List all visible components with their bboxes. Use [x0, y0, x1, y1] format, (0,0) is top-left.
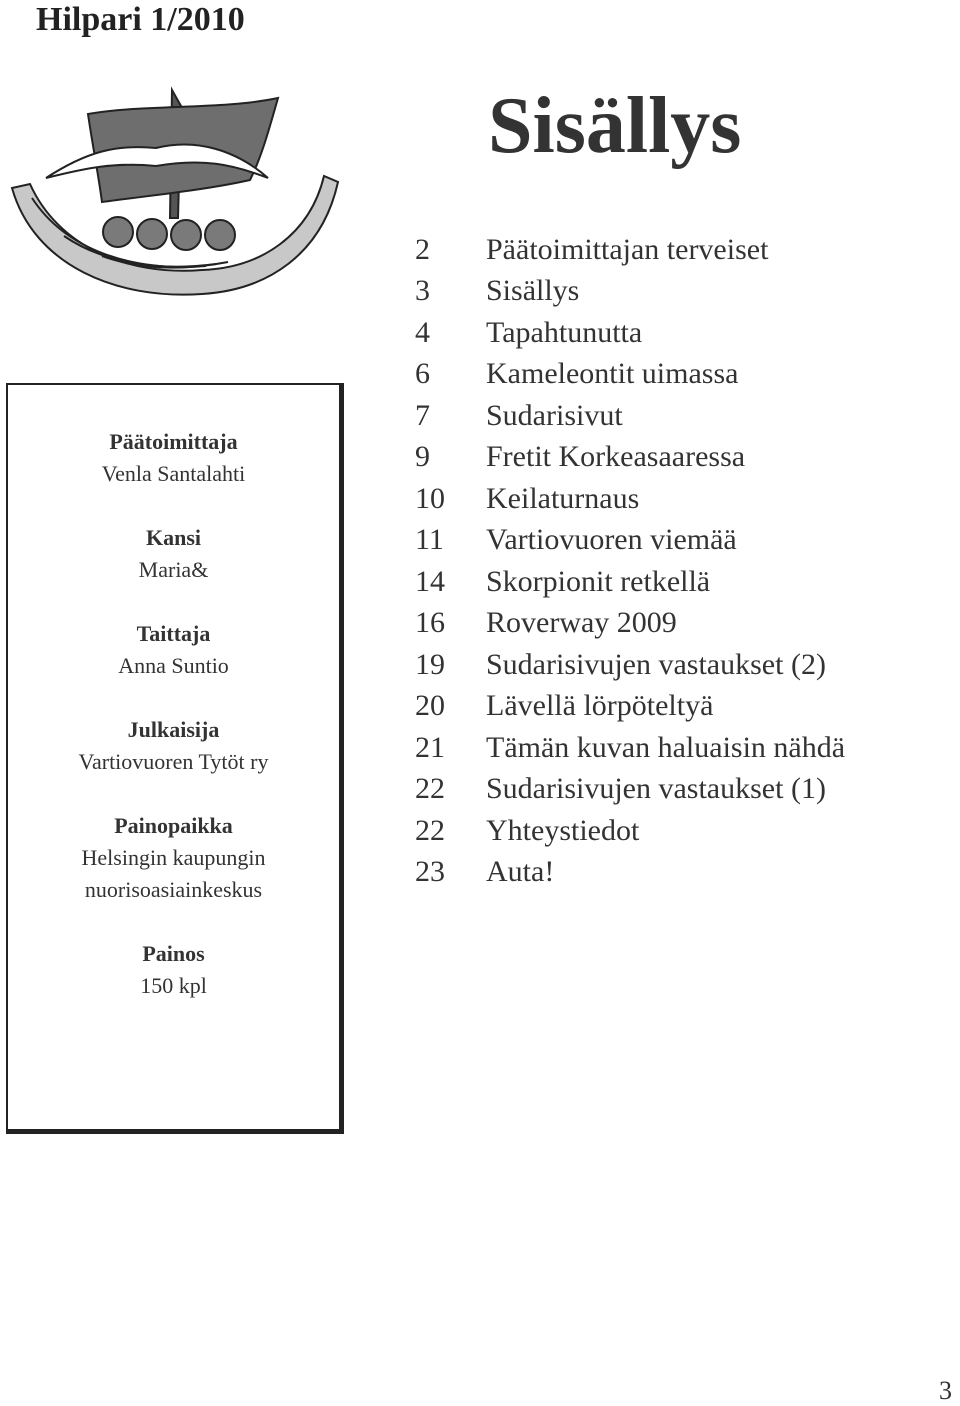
toc-entry-title: Skorpionit retkellä: [486, 564, 711, 598]
toc-entry-title: Roverway 2009: [486, 606, 677, 640]
toc-page-number: 3: [415, 274, 430, 308]
toc-entry: [415, 354, 845, 396]
toc-page-number: 7: [415, 398, 430, 432]
publication-title: Hilpari 1/2010: [36, 1, 245, 38]
toc-page-number: 6: [415, 357, 430, 391]
toc-page-number: 9: [415, 440, 430, 474]
page-heading: Sisällys: [488, 82, 742, 170]
toc-entry-title: Tapahtunutta: [486, 315, 643, 349]
toc-entry: [415, 769, 845, 811]
credit-value: 150 kpl: [140, 973, 207, 998]
viking-ship-icon: [6, 86, 346, 316]
toc-entry: [415, 644, 845, 686]
toc-entry-title: Yhteystiedot: [486, 813, 640, 847]
credit-editor: [8, 426, 339, 490]
toc-entry-title: Vartiovuoren viemää: [486, 523, 737, 557]
toc-entry: [415, 686, 845, 728]
credit-cover: [8, 522, 339, 586]
toc-page-number: 11: [415, 523, 444, 557]
toc-page-number: 4: [415, 315, 430, 349]
credit-printer: [8, 810, 339, 906]
toc-entry: [415, 520, 845, 562]
toc-entry: [415, 312, 845, 354]
toc-page-number: 23: [415, 855, 445, 889]
credit-layout: [8, 618, 339, 682]
credit-publisher: [8, 714, 339, 778]
credit-role: Painopaikka: [114, 813, 233, 838]
toc-page-number: 16: [415, 606, 445, 640]
toc-entry-title: Tämän kuvan haluaisin nähdä: [486, 730, 846, 764]
toc-entry: [415, 271, 845, 313]
toc-entry: [415, 603, 845, 645]
toc-entry-title: Sudarisivut: [486, 398, 623, 432]
toc-entry-title: Kameleontit uimassa: [486, 357, 739, 391]
credit-role: Päätoimittaja: [109, 429, 238, 454]
page-number: 3: [939, 1376, 952, 1405]
toc-page-number: 20: [415, 689, 445, 723]
credit-role: Taittaja: [136, 621, 211, 646]
toc-page-number: 21: [415, 730, 445, 764]
toc-page-number: 19: [415, 647, 445, 681]
credit-value: Helsingin kaupungin: [81, 845, 266, 870]
toc-page-number: 2: [415, 232, 430, 266]
credit-role: Painos: [142, 941, 205, 966]
toc-entry: [415, 810, 845, 852]
toc-entry-title: Fretit Korkeasaaressa: [486, 440, 746, 474]
credit-role: Julkaisija: [127, 717, 220, 742]
toc-entry: [415, 561, 845, 603]
credit-value: Venla Santalahti: [101, 461, 246, 486]
toc-entry-title: Auta!: [486, 855, 555, 889]
credit-value: Maria&: [138, 557, 209, 582]
toc-entry: [415, 478, 845, 520]
toc-entry: [415, 395, 845, 437]
toc-entry-title: Lävellä lörpöteltyä: [486, 689, 714, 723]
colophon-credits: [8, 426, 339, 1034]
toc-page-number: 22: [415, 772, 445, 806]
toc-page-number: 10: [415, 481, 445, 515]
credit-role: Kansi: [145, 525, 202, 550]
toc-entry-title: Sisällys: [486, 274, 580, 308]
toc-entry: [415, 229, 845, 271]
table-of-contents: [415, 229, 845, 893]
toc-entry: [415, 852, 845, 894]
toc-page-number: 22: [415, 813, 445, 847]
credit-value: nuorisoasiainkeskus: [84, 877, 263, 902]
credit-value: Anna Suntio: [118, 653, 229, 678]
toc-entry-title: Keilaturnaus: [486, 481, 640, 515]
toc-entry-title: Päätoimittajan terveiset: [486, 232, 769, 266]
toc-entry-title: Sudarisivujen vastaukset (2): [486, 647, 826, 681]
toc-entry-title: Sudarisivujen vastaukset (1): [486, 772, 826, 806]
toc-entry: [415, 437, 845, 479]
colophon-box: [6, 383, 344, 1134]
credit-value: Vartiovuoren Tytöt ry: [78, 749, 269, 774]
credit-print-run: [8, 938, 339, 1002]
toc-page-number: 14: [415, 564, 445, 598]
toc-entry: [415, 727, 845, 769]
